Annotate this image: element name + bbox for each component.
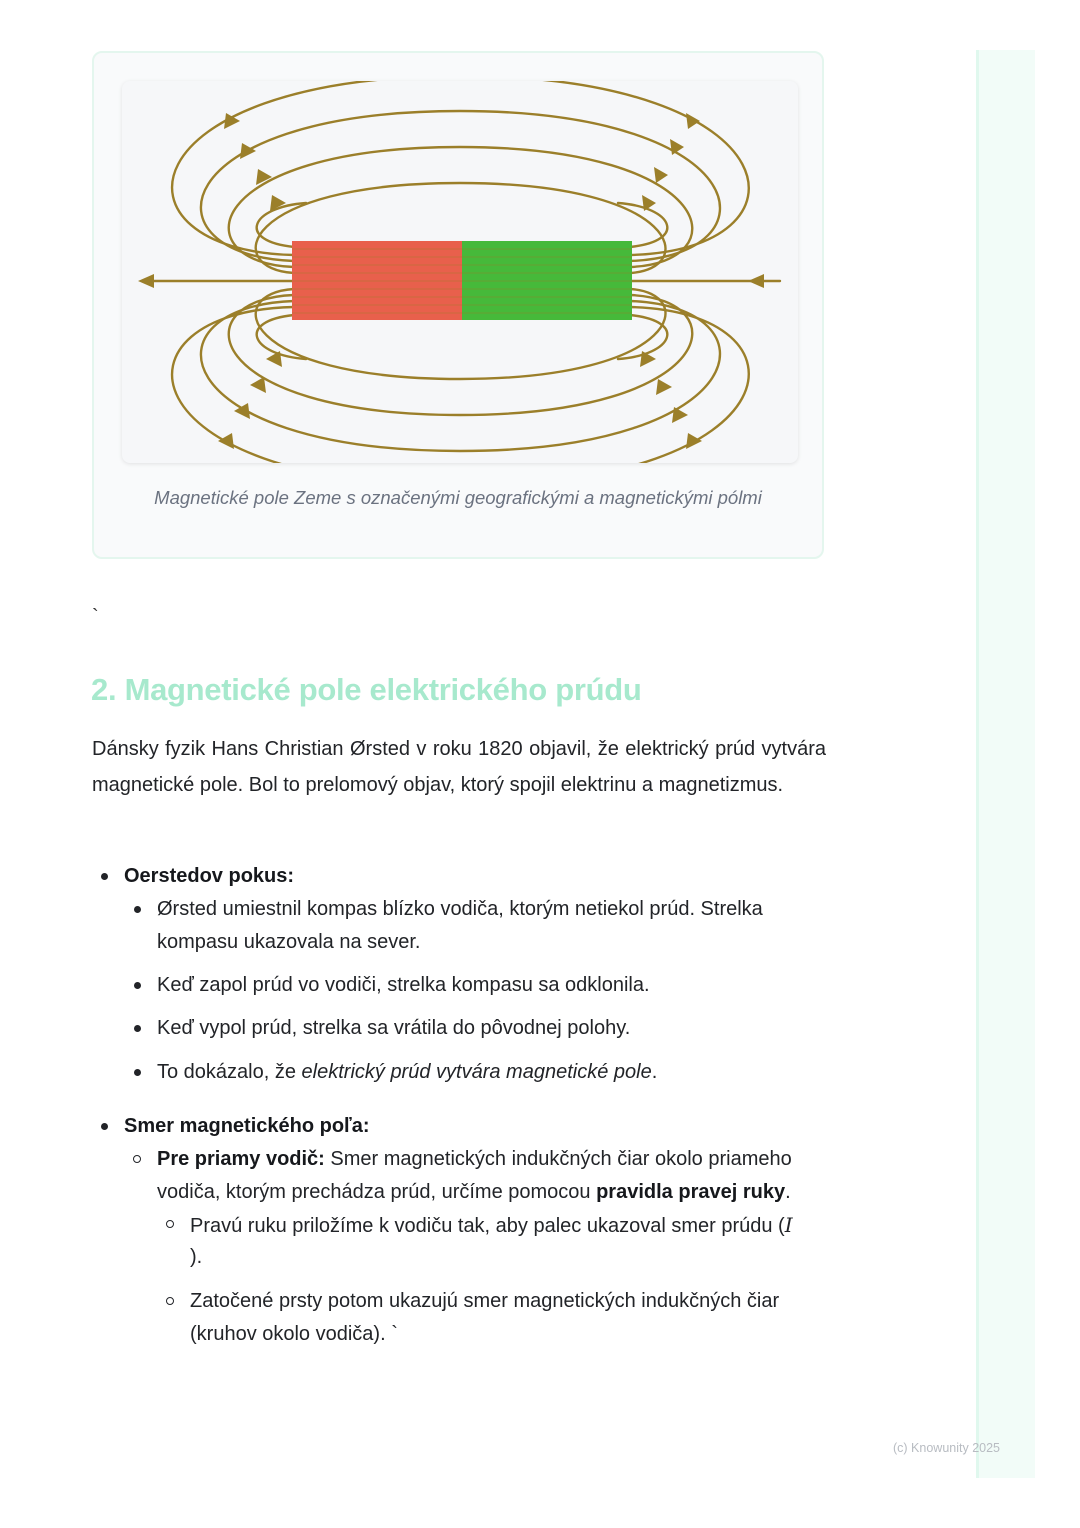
- figure-caption: Magnetické pole Zeme s označenými geografickými a magnetickými pólmi: [154, 487, 762, 508]
- oersted-item-4-suffix: .: [651, 1061, 658, 1083]
- intro-paragraph: Dánsky fyzik Hans Christian Ørsted v roku 1820 objavil, že elektrický prúd vytvára magnetické pole. Bol to prelomový objav, ktorý spojil elektrinu a magnetizmus.: [92, 738, 826, 796]
- sidebar-strip: [976, 50, 1035, 1478]
- subitem-2-line2: (kruhov okolo vodiča). `: [190, 1323, 398, 1345]
- subitem-2-line1: Zatočené prsty potom ukazujú smer magnetických indukčných čiar: [190, 1290, 780, 1312]
- straight-wire-line2: [157, 1181, 791, 1204]
- subitem-1-line1: [190, 1213, 793, 1238]
- bullet-disc: [134, 906, 141, 913]
- oersted-heading: Oerstedov pokus:: [124, 865, 295, 887]
- straight-wire-text1: Smer magnetických indukčných čiar okolo priameho: [324, 1148, 792, 1170]
- subitem-1-line2: ).: [190, 1246, 203, 1268]
- figure-card: [92, 51, 824, 559]
- section-title: 2. Magnetické pole elektrického prúdu: [91, 672, 642, 707]
- direction-heading: Smer magnetického poľa:: [124, 1115, 370, 1137]
- bullet-disc: [134, 982, 141, 989]
- oersted-item-3: Keď vypol prúd, strelka sa vrátila do pôvodnej polohy.: [157, 1017, 631, 1039]
- straight-wire-label: Pre priamy vodič:: [157, 1148, 325, 1170]
- bullet-disc: [101, 1123, 108, 1130]
- bullet-disc: [134, 1069, 141, 1076]
- oersted-item-2: Keď zapol prúd vo vodiči, strelka kompasu sa odklonila.: [157, 974, 650, 996]
- straight-wire-line1: [157, 1148, 792, 1171]
- bullet-ring: [133, 1155, 141, 1163]
- subitem-1-text: Pravú ruku priložíme k vodiču tak, aby palec ukazoval smer prúdu (: [190, 1215, 785, 1237]
- oersted-item-4: [157, 1061, 657, 1084]
- oersted-item-4-emphasis: elektrický prúd vytvára magnetické pole: [301, 1061, 652, 1083]
- bar-magnet-illustration: [122, 81, 798, 463]
- oersted-item-4-prefix: To dokázalo, že: [157, 1061, 302, 1083]
- current-symbol: I: [784, 1213, 793, 1237]
- bullet-disc: [134, 1025, 141, 1032]
- oersted-item-1-line2: kompasu ukazovala na sever.: [157, 931, 421, 953]
- straight-wire-text2: vodiča, ktorým prechádza prúd, určíme pomocou: [157, 1181, 597, 1203]
- right-hand-rule: pravidla pravej ruky: [596, 1181, 786, 1203]
- bullet-disc: [101, 873, 108, 880]
- straight-wire-end: .: [785, 1181, 791, 1203]
- oersted-item-1-line1: Ørsted umiestnil kompas blízko vodiča, ktorým netiekol prúd. Strelka: [157, 898, 763, 920]
- copyright-footer: (c) Knowunity 2025: [893, 1441, 1001, 1455]
- bullet-ring: [166, 1297, 174, 1305]
- stray-backtick: `: [92, 606, 99, 628]
- bullet-ring: [166, 1220, 174, 1228]
